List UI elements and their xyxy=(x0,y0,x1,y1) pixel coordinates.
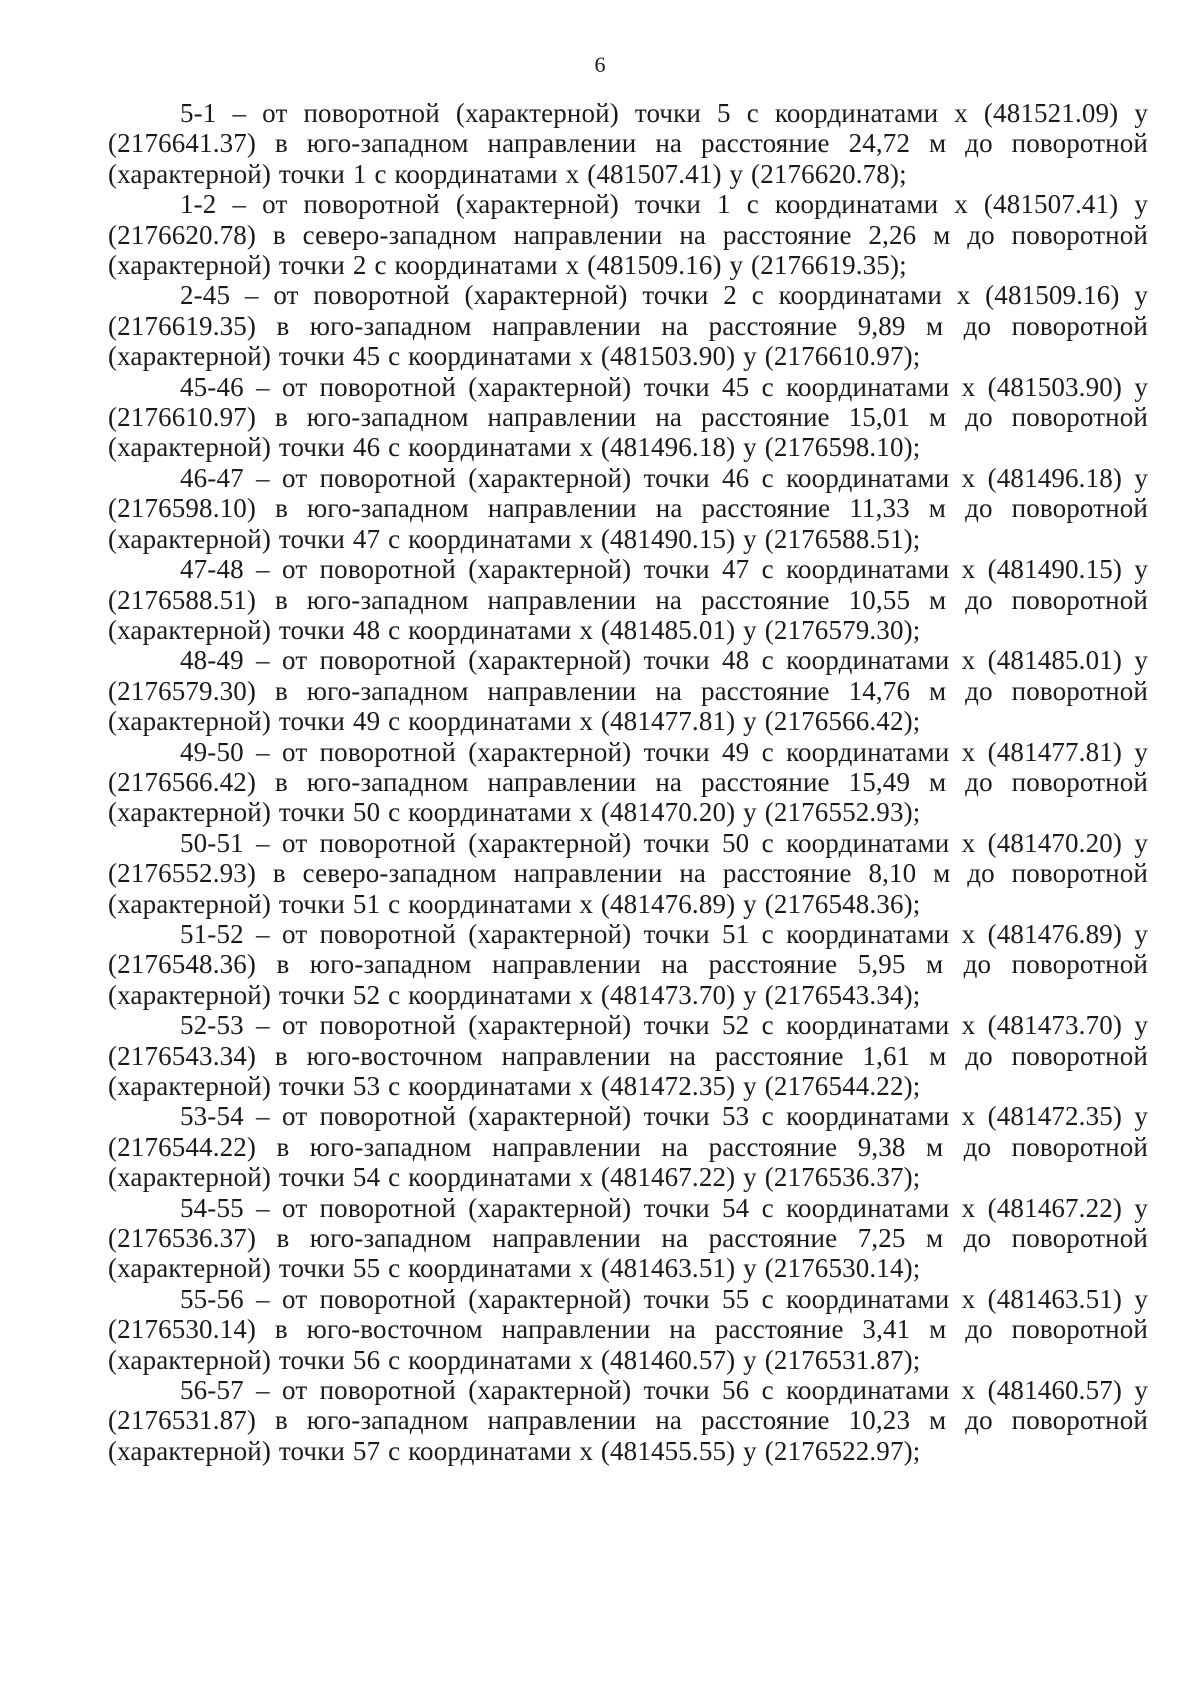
boundary-segment-entry: 2-45 – от поворотной (характерной) точки 2 с координатами х (481509.16) у (2176619.35) в юго-западном направлении на расстояние 9,89 м до поворотной (характерной) точки 45 с координатами х (481503.90) у (2176610.97); xyxy=(108,280,1148,372)
document-body xyxy=(108,98,1148,1466)
boundary-segment-entry: 51-52 – от поворотной (характерной) точки 51 с координатами х (481476.89) у (2176548.36) в юго-западном направлении на расстояние 5,95 м до поворотной (характерной) точки 52 с координатами х (481473.70) у (2176543.34); xyxy=(108,918,1148,1010)
boundary-segment-entry: 53-54 – от поворотной (характерной) точки 53 с координатами х (481472.35) у (2176544.22) в юго-западном направлении на расстояние 9,38 м до поворотной (характерной) точки 54 с координатами х (481467.22) у (2176536.37); xyxy=(108,1101,1148,1193)
boundary-segment-entry: 50-51 – от поворотной (характерной) точки 50 с координатами х (481470.20) у (2176552.93) в северо-западном направлении на расстояние 8,10 м до поворотной (характерной) точки 51 с координатами х (481476.89) у (2176548.36); xyxy=(108,827,1148,919)
boundary-segment-entry: 52-53 – от поворотной (характерной) точки 52 с координатами х (481473.70) у (2176543.34) в юго-восточном направлении на расстояние 1,61 м до поворотной (характерной) точки 53 с координатами х (481472.35) у (2176544.22); xyxy=(108,1010,1148,1101)
page-number: 6 xyxy=(594,52,606,77)
boundary-segment-entry: 46-47 – от поворотной (характерной) точки 46 с координатами х (481496.18) у (2176598.10) в юго-западном направлении на расстояние 11,33 м до поворотной (характерной) точки 47 с координатами х (481490.15) у (2176588.51); xyxy=(108,462,1148,554)
boundary-segment-entry: 56-57 – от поворотной (характерной) точки 56 с координатами х (481460.57) у (2176531.87) в юго-западном направлении на расстояние 10,23 м до поворотной (характерной) точки 57 с координатами х (481455.55) у (2176522.97); xyxy=(108,1375,1148,1466)
boundary-segment-entry: 45-46 – от поворотной (характерной) точки 45 с координатами х (481503.90) у (2176610.97) в юго-западном направлении на расстояние 15,01 м до поворотной (характерной) точки 46 с координатами х (481496.18) у (2176598.10); xyxy=(108,371,1148,463)
boundary-segment-entry: 54-55 – от поворотной (характерной) точки 54 с координатами х (481467.22) у (2176536.37) в юго-западном направлении на расстояние 7,25 м до поворотной (характерной) точки 55 с координатами х (481463.51) у (2176530.14); xyxy=(108,1192,1148,1284)
boundary-segment-entry: 5-1 – от поворотной (характерной) точки 5 с координатами х (481521.09) у (2176641.37) в юго-западном направлении на расстояние 24,72 м до поворотной (характерной) точки 1 с координатами х (481507.41) у (2176620.78); xyxy=(108,98,1148,189)
boundary-segment-entry: 49-50 – от поворотной (характерной) точки 49 с координатами х (481477.81) у (2176566.42) в юго-западном направлении на расстояние 15,49 м до поворотной (характерной) точки 50 с координатами х (481470.20) у (2176552.93); xyxy=(108,736,1148,828)
boundary-segment-entry: 47-48 – от поворотной (характерной) точки 47 с координатами х (481490.15) у (2176588.51) в юго-западном направлении на расстояние 10,55 м до поворотной (характерной) точки 48 с координатами х (481485.01) у (2176579.30); xyxy=(108,554,1148,645)
boundary-segment-entry: 48-49 – от поворотной (характерной) точки 48 с координатами х (481485.01) у (2176579.30) в юго-западном направлении на расстояние 14,76 м до поворотной (характерной) точки 49 с координатами х (481477.81) у (2176566.42); xyxy=(108,645,1148,737)
boundary-segment-entry: 1-2 – от поворотной (характерной) точки 1 с координатами х (481507.41) у (2176620.78) в северо-западном направлении на расстояние 2,26 м до поворотной (характерной) точки 2 с координатами х (481509.16) у (2176619.35); xyxy=(108,189,1148,281)
boundary-segment-entry: 55-56 – от поворотной (характерной) точки 55 с координатами х (481463.51) у (2176530.14) в юго-восточном направлении на расстояние 3,41 м до поворотной (характерной) точки 56 с координатами х (481460.57) у (2176531.87); xyxy=(108,1283,1148,1375)
